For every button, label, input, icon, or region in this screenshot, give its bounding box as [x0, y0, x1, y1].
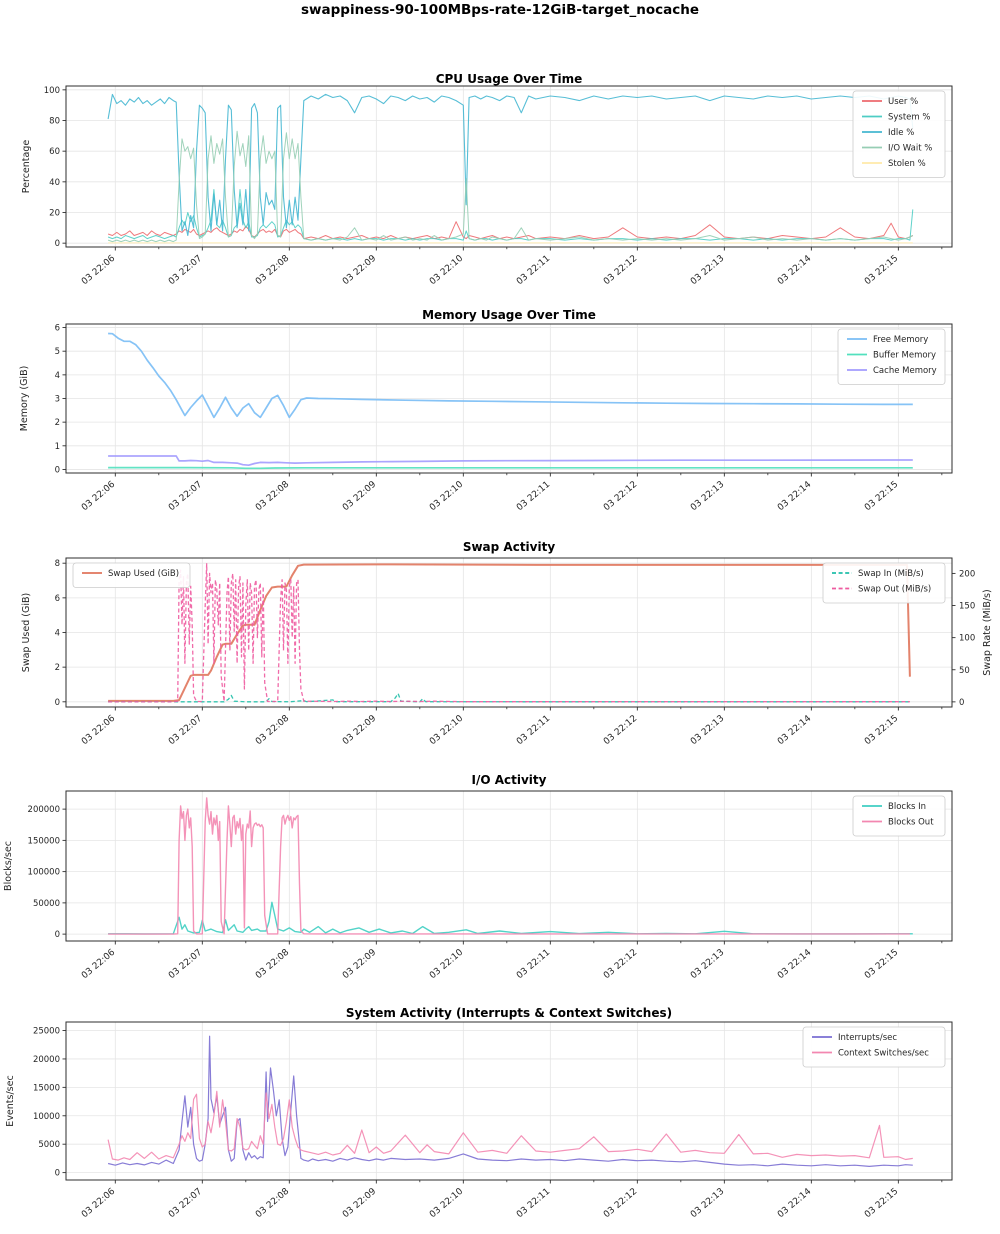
svg-text:03 22:11: 03 22:11	[514, 479, 553, 514]
chart-title: System Activity (Interrupts & Context Switches)	[345, 1006, 673, 1020]
axes	[28, 805, 942, 981]
series-context-switches-sec	[108, 1091, 913, 1160]
svg-text:03 22:12: 03 22:12	[601, 253, 640, 288]
svg-text:03 22:06: 03 22:06	[79, 947, 118, 982]
svg-text:03 22:11: 03 22:11	[514, 947, 553, 982]
series-group	[108, 94, 913, 243]
svg-text:03 22:06: 03 22:06	[79, 1186, 118, 1221]
svg-text:150: 150	[959, 601, 976, 612]
right-y-axis-label: Swap Rate (MiB/s)	[982, 589, 993, 676]
svg-text:03 22:14: 03 22:14	[776, 479, 814, 514]
svg-text:03 22:15: 03 22:15	[863, 713, 901, 748]
svg-text:25000: 25000	[32, 1026, 60, 1037]
series-free-memory	[108, 334, 913, 418]
svg-text:03 22:10: 03 22:10	[427, 253, 466, 288]
svg-text:03 22:12: 03 22:12	[601, 479, 640, 514]
legend-label-0: User %	[888, 97, 919, 107]
svg-text:03 22:09: 03 22:09	[340, 947, 379, 982]
swap-activity-chart	[0, 537, 1000, 770]
svg-text:03 22:06: 03 22:06	[79, 479, 118, 514]
svg-text:03 22:12: 03 22:12	[601, 947, 640, 982]
svg-text:100: 100	[43, 85, 60, 96]
svg-text:03 22:08: 03 22:08	[253, 947, 292, 982]
svg-text:03 22:07: 03 22:07	[166, 713, 205, 748]
y-axis-label: Events/sec	[5, 1075, 16, 1127]
svg-text:03 22:07: 03 22:07	[166, 947, 205, 982]
svg-text:03 22:09: 03 22:09	[340, 253, 379, 288]
svg-text:03 22:12: 03 22:12	[601, 1186, 640, 1221]
legend	[803, 1027, 945, 1067]
legend-label-2: Cache Memory	[873, 366, 937, 376]
svg-text:100000: 100000	[27, 867, 60, 878]
series-group	[108, 1036, 913, 1166]
svg-text:03 22:14: 03 22:14	[776, 1186, 814, 1221]
svg-text:03 22:10: 03 22:10	[427, 479, 466, 514]
svg-text:5000: 5000	[38, 1140, 60, 1151]
y-axis-label: Swap Used (GiB)	[21, 592, 32, 673]
series-group	[108, 334, 913, 469]
legend-label-2: Idle %	[888, 128, 915, 138]
svg-text:0: 0	[54, 465, 60, 476]
y-axis-label: Percentage	[21, 139, 32, 194]
svg-text:03 22:06: 03 22:06	[79, 253, 118, 288]
legend-label-0: Free Memory	[873, 335, 929, 345]
svg-text:50: 50	[959, 665, 970, 676]
legend-label-0: Blocks In	[888, 802, 927, 812]
svg-text:03 22:09: 03 22:09	[340, 713, 379, 748]
io-activity-chart	[0, 770, 1000, 1003]
svg-text:0: 0	[54, 697, 60, 708]
svg-text:2: 2	[54, 663, 60, 674]
svg-text:03 22:15: 03 22:15	[863, 1186, 901, 1221]
svg-text:03 22:11: 03 22:11	[514, 1186, 553, 1221]
svg-text:03 22:13: 03 22:13	[689, 479, 727, 514]
svg-text:03 22:06: 03 22:06	[79, 713, 118, 748]
svg-text:03 22:08: 03 22:08	[253, 1186, 292, 1221]
svg-text:3: 3	[54, 394, 60, 405]
series-buffer-memory	[108, 468, 913, 469]
series-i-o-wait-	[108, 131, 913, 241]
y-axis-label: Memory (GiB)	[19, 365, 30, 432]
legend	[73, 563, 190, 588]
svg-text:20000: 20000	[32, 1054, 60, 1065]
svg-text:03 22:15: 03 22:15	[863, 479, 901, 514]
gridlines	[66, 791, 952, 941]
chart-title: CPU Usage Over Time	[435, 72, 583, 86]
svg-text:03 22:10: 03 22:10	[427, 713, 466, 748]
svg-text:80: 80	[49, 116, 60, 127]
svg-text:20: 20	[49, 208, 60, 219]
series-interrupts-sec	[108, 1036, 913, 1166]
cpu-usage-chart	[0, 60, 1000, 305]
svg-text:0: 0	[54, 930, 60, 941]
svg-text:03 22:08: 03 22:08	[253, 713, 292, 748]
svg-text:6: 6	[54, 593, 60, 604]
svg-text:8: 8	[54, 559, 60, 570]
system-activity-chart	[0, 1003, 1000, 1234]
series-group	[108, 798, 913, 934]
legend-label-1: Buffer Memory	[873, 350, 937, 361]
legend-label-0: Swap Used (GiB)	[108, 569, 180, 579]
svg-text:10000: 10000	[32, 1111, 60, 1122]
svg-text:03 22:13: 03 22:13	[689, 713, 727, 748]
svg-text:4: 4	[54, 628, 60, 639]
y-axis-label: Blocks/sec	[3, 841, 14, 891]
legend	[853, 796, 945, 836]
svg-text:03 22:15: 03 22:15	[863, 253, 901, 288]
svg-text:100: 100	[959, 633, 976, 644]
svg-text:200: 200	[959, 569, 976, 580]
legend-label-1: Blocks Out	[888, 817, 934, 828]
series-blocks-out	[108, 798, 910, 934]
svg-text:03 22:13: 03 22:13	[689, 253, 727, 288]
legend-label-1: Context Switches/sec	[838, 1048, 929, 1059]
legend-label-4: Stolen %	[888, 159, 926, 169]
chart-title: Memory Usage Over Time	[422, 308, 596, 322]
svg-text:40: 40	[49, 177, 60, 188]
svg-text:150000: 150000	[27, 836, 60, 847]
legend-label-0: Interrupts/sec	[838, 1033, 898, 1043]
svg-text:03 22:15: 03 22:15	[863, 947, 901, 982]
svg-text:6: 6	[54, 323, 60, 334]
legend	[823, 563, 945, 603]
gridlines	[66, 558, 952, 707]
svg-text:03 22:11: 03 22:11	[514, 253, 553, 288]
legend	[853, 91, 945, 178]
chart-title: I/O Activity	[471, 773, 547, 787]
svg-text:03 22:07: 03 22:07	[166, 1186, 205, 1221]
svg-text:1: 1	[54, 441, 60, 452]
svg-text:4: 4	[54, 370, 60, 381]
svg-text:03 22:11: 03 22:11	[514, 713, 553, 748]
series-blocks-in	[108, 902, 913, 934]
swap-chart-svg	[0, 537, 1000, 770]
memory-chart-svg	[0, 305, 1000, 537]
series-idle-	[108, 94, 913, 235]
svg-text:03 22:07: 03 22:07	[166, 479, 205, 514]
plot-border	[66, 791, 952, 941]
svg-text:03 22:10: 03 22:10	[427, 947, 466, 982]
svg-text:03 22:14: 03 22:14	[776, 713, 814, 748]
svg-text:03 22:13: 03 22:13	[689, 1186, 727, 1221]
svg-text:15000: 15000	[32, 1083, 60, 1094]
svg-text:60: 60	[49, 147, 60, 158]
svg-text:200000: 200000	[27, 805, 60, 816]
svg-text:2: 2	[54, 418, 60, 429]
chart-title: Swap Activity	[462, 540, 556, 554]
io-chart-svg	[0, 770, 1000, 1003]
legend-label-1: System %	[888, 112, 931, 123]
svg-text:5: 5	[54, 347, 60, 358]
legend	[838, 329, 945, 385]
svg-text:03 22:08: 03 22:08	[253, 479, 292, 514]
svg-text:03 22:09: 03 22:09	[340, 1186, 379, 1221]
legend-label-3: I/O Wait %	[888, 143, 933, 154]
legend-label-1: Swap Out (MiB/s)	[858, 584, 932, 595]
svg-text:03 22:10: 03 22:10	[427, 1186, 466, 1221]
legend-label-0: Swap In (MiB/s)	[858, 569, 924, 579]
axes	[55, 324, 942, 514]
svg-text:03 22:14: 03 22:14	[776, 253, 814, 288]
memory-usage-chart	[0, 305, 1000, 537]
svg-text:0: 0	[54, 1168, 60, 1179]
svg-text:03 22:07: 03 22:07	[166, 253, 205, 288]
svg-text:0: 0	[54, 239, 60, 250]
page-title: swappiness-90-100MBps-rate-12GiB-target_nocache	[301, 2, 699, 18]
svg-text:03 22:08: 03 22:08	[253, 253, 292, 288]
series-system-	[108, 190, 913, 241]
system-chart-svg	[0, 1003, 1000, 1234]
svg-text:0: 0	[959, 697, 965, 708]
cpu-chart-svg	[0, 60, 1000, 305]
svg-text:03 22:14: 03 22:14	[776, 947, 814, 982]
svg-text:03 22:13: 03 22:13	[689, 947, 727, 982]
series-cache-memory	[108, 456, 913, 465]
svg-text:03 22:12: 03 22:12	[601, 713, 640, 748]
svg-text:50000: 50000	[32, 898, 60, 909]
series-swap-in-mib-s-	[108, 694, 910, 702]
svg-text:03 22:09: 03 22:09	[340, 479, 379, 514]
